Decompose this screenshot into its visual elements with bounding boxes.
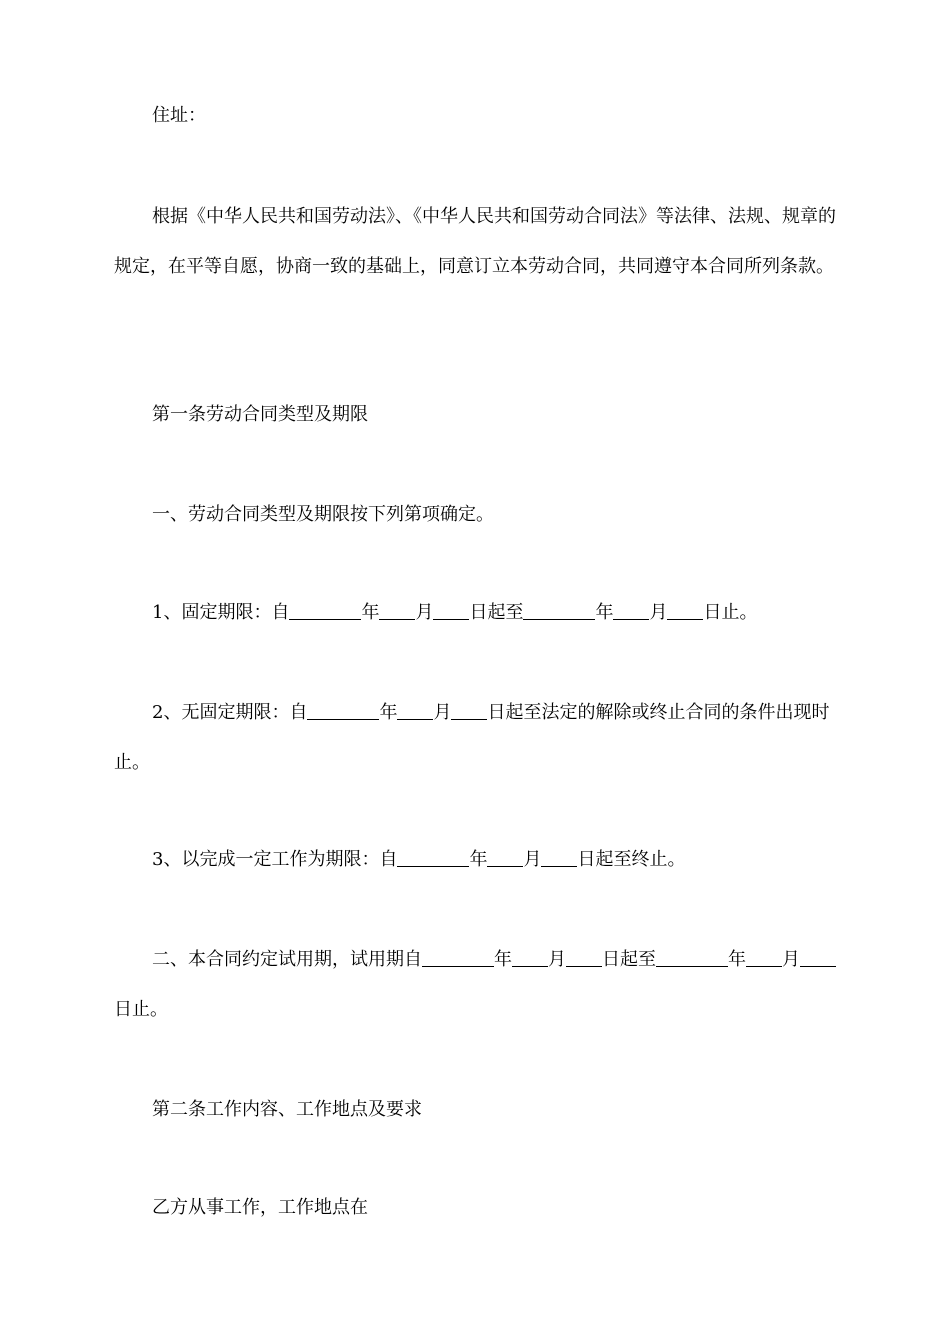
- address-label: 住址：: [152, 105, 206, 126]
- fixed-end-month-blank[interactable]: [613, 601, 649, 620]
- fixed-start-month-blank[interactable]: [379, 601, 415, 620]
- fixed-start-year-blank[interactable]: [289, 601, 361, 620]
- intro-paragraph: 根据《中华人民共和国劳动法》、《中华人民共和国劳动合同法》等法律、法规、规章的规定，在平等自愿，协商一致的基础上，同意订立本劳动合同，共同遵守本合同所列条款。: [114, 206, 836, 277]
- fixed-start-day-blank[interactable]: [433, 601, 469, 620]
- probation-year-label: 年: [494, 949, 512, 970]
- task-start-year-blank[interactable]: [397, 848, 469, 867]
- task-month-label: 月: [523, 849, 542, 870]
- probation-start-year-blank[interactable]: [422, 948, 494, 967]
- fixed-end-year-blank[interactable]: [523, 601, 595, 620]
- task-term-line: [114, 835, 844, 885]
- task-term-prefix: 3、以完成一定工作为期限：自: [152, 849, 398, 870]
- probation-month-label: 月: [548, 949, 566, 970]
- task-start-month-blank[interactable]: [487, 848, 523, 867]
- probation-month2-label: 月: [782, 949, 800, 970]
- probation-day-end-label: 日止。: [114, 999, 168, 1020]
- fixed-term-prefix: 1、固定期限：自: [152, 602, 290, 623]
- probation-end-year-blank[interactable]: [656, 948, 728, 967]
- probation-day-from-label: 日起至: [602, 949, 656, 970]
- item-one-text: 一、劳动合同类型及期限按下列第项确定。: [152, 504, 494, 525]
- unfixed-suffix: 日起至法定的解除或终止合同的条件出现时止。: [114, 702, 830, 773]
- fixed-day-from-label: 日起至: [469, 602, 524, 623]
- probation-start-month-blank[interactable]: [512, 948, 548, 967]
- article1-title: 第一条劳动合同类型及期限: [152, 404, 368, 425]
- fixed-end-day-blank[interactable]: [667, 601, 703, 620]
- probation-end-month-blank[interactable]: [746, 948, 782, 967]
- article2-title: 第二条工作内容、工作地点及要求: [152, 1099, 422, 1120]
- task-suffix: 日起至终止。: [577, 849, 686, 870]
- fixed-month2-label: 月: [649, 602, 668, 623]
- unfixed-start-month-blank[interactable]: [397, 701, 433, 720]
- work-location-line: 乙方从事工作，工作地点在: [152, 1197, 368, 1218]
- unfixed-term-paragraph: [114, 688, 844, 788]
- fixed-year2-label: 年: [595, 602, 614, 623]
- unfixed-start-day-blank[interactable]: [451, 701, 487, 720]
- task-start-day-blank[interactable]: [541, 848, 577, 867]
- fixed-month-label: 月: [415, 602, 434, 623]
- unfixed-start-year-blank[interactable]: [307, 701, 379, 720]
- probation-paragraph: [114, 935, 844, 1035]
- unfixed-year-label: 年: [379, 702, 398, 723]
- probation-end-day-blank[interactable]: [800, 948, 836, 967]
- task-year-label: 年: [469, 849, 488, 870]
- unfixed-term-prefix: 2、无固定期限：自: [152, 702, 308, 723]
- probation-prefix: 二、本合同约定试用期，试用期自: [152, 949, 422, 970]
- fixed-day-end-label: 日止。: [703, 602, 758, 623]
- fixed-term-line: [114, 588, 844, 638]
- unfixed-month-label: 月: [433, 702, 452, 723]
- fixed-year-label: 年: [361, 602, 380, 623]
- probation-start-day-blank[interactable]: [566, 948, 602, 967]
- probation-year2-label: 年: [728, 949, 746, 970]
